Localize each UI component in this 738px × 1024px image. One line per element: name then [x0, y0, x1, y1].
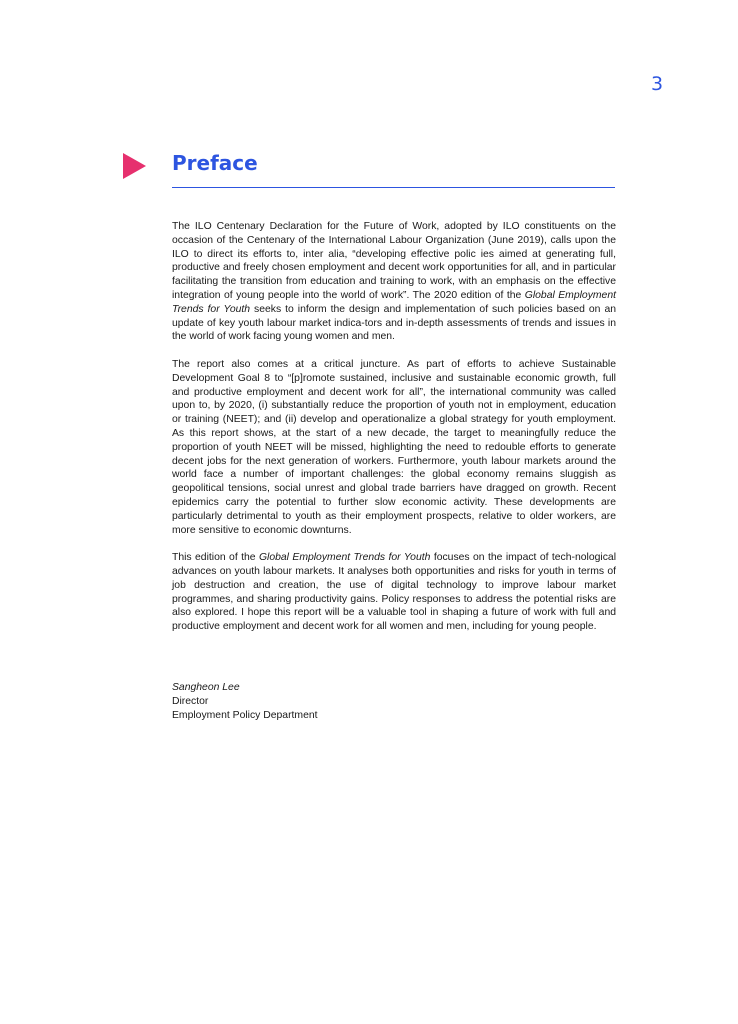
report-title-italic: Global Employment Trends for Youth: [258, 552, 431, 564]
signatory-name: Sangheon Lee: [172, 682, 240, 693]
title-divider: [172, 187, 615, 188]
signatory-department: Employment Policy Department: [172, 709, 318, 721]
paragraph-3: This edition of the Global Employment Trends for Youth focuses on the impact of tech-nological advances on youth labour markets. It analyses both opportunities and risks for youth in terms of job destruction and creation, the use of digital technology to improve labour market programmes, and sharing productivity gains. Policy responses to address the potential risks are also explored. I hope this report will be a valuable tool in shaping a future of work with full and productive employment and decent work for all women and men, including for young people.: [172, 552, 616, 633]
section-marker-triangle-icon: [123, 153, 146, 179]
report-title-italic: Global Employment Trends for Youth: [172, 289, 616, 315]
signatory-role: Director: [172, 695, 209, 707]
page-number: 3: [651, 73, 664, 95]
paragraph-2: The report also comes at a critical juncture. As part of efforts to achieve Sustainable Development Goal 8 to “[p]romote sustained, inclusive and sustainable economic growth, full and productive employment and decent work for all”, the international community was called upon to, by 2020, (i) substantially reduce the proportion of youth not in employment, education or training (NEET); and (ii) develop and operationalize a global strategy for youth employment. As this report shows, at the start of a new decade, the target to meaningfully reduce the proportion of youth NEET will be missed, highlighting the need to redouble efforts to generate decent jobs for the next generation of workers. Furthermore, youth labour markets around the world face a number of important challenges: the global economy remains sluggish as geopolitical tensions, social unrest and global trade barriers have dragged on growth. Recent epidemics carry the potential to further slow economic activity. These developments are particularly detrimental to youth as their employment prospects, relative to older workers, are more sensitive to economic downturns.: [172, 358, 616, 536]
signature-block: [172, 681, 318, 722]
page-title: Preface: [172, 151, 258, 175]
paragraph-1: The ILO Centenary Declaration for the Future of Work, adopted by ILO constituents on the occasion of the Centenary of the International Labour Organization (June 2019), calls upon the ILO to direct its efforts to, inter alia, “developing effective polic ies aimed at generating full, productive and freely chosen employment and decent work opportunities for all, and in particular facilitating the transition from education and training to work, with an emphasis on the effective integration of young people into the world of work”. The 2020 edition of the Global Employment Trends for Youth seeks to inform the design and implementation of such policies based on an update of key youth labour market indica-tors and in-depth assessments of trends and issues in the world of work facing young women and men.: [172, 221, 616, 343]
preface-body: [172, 220, 616, 648]
